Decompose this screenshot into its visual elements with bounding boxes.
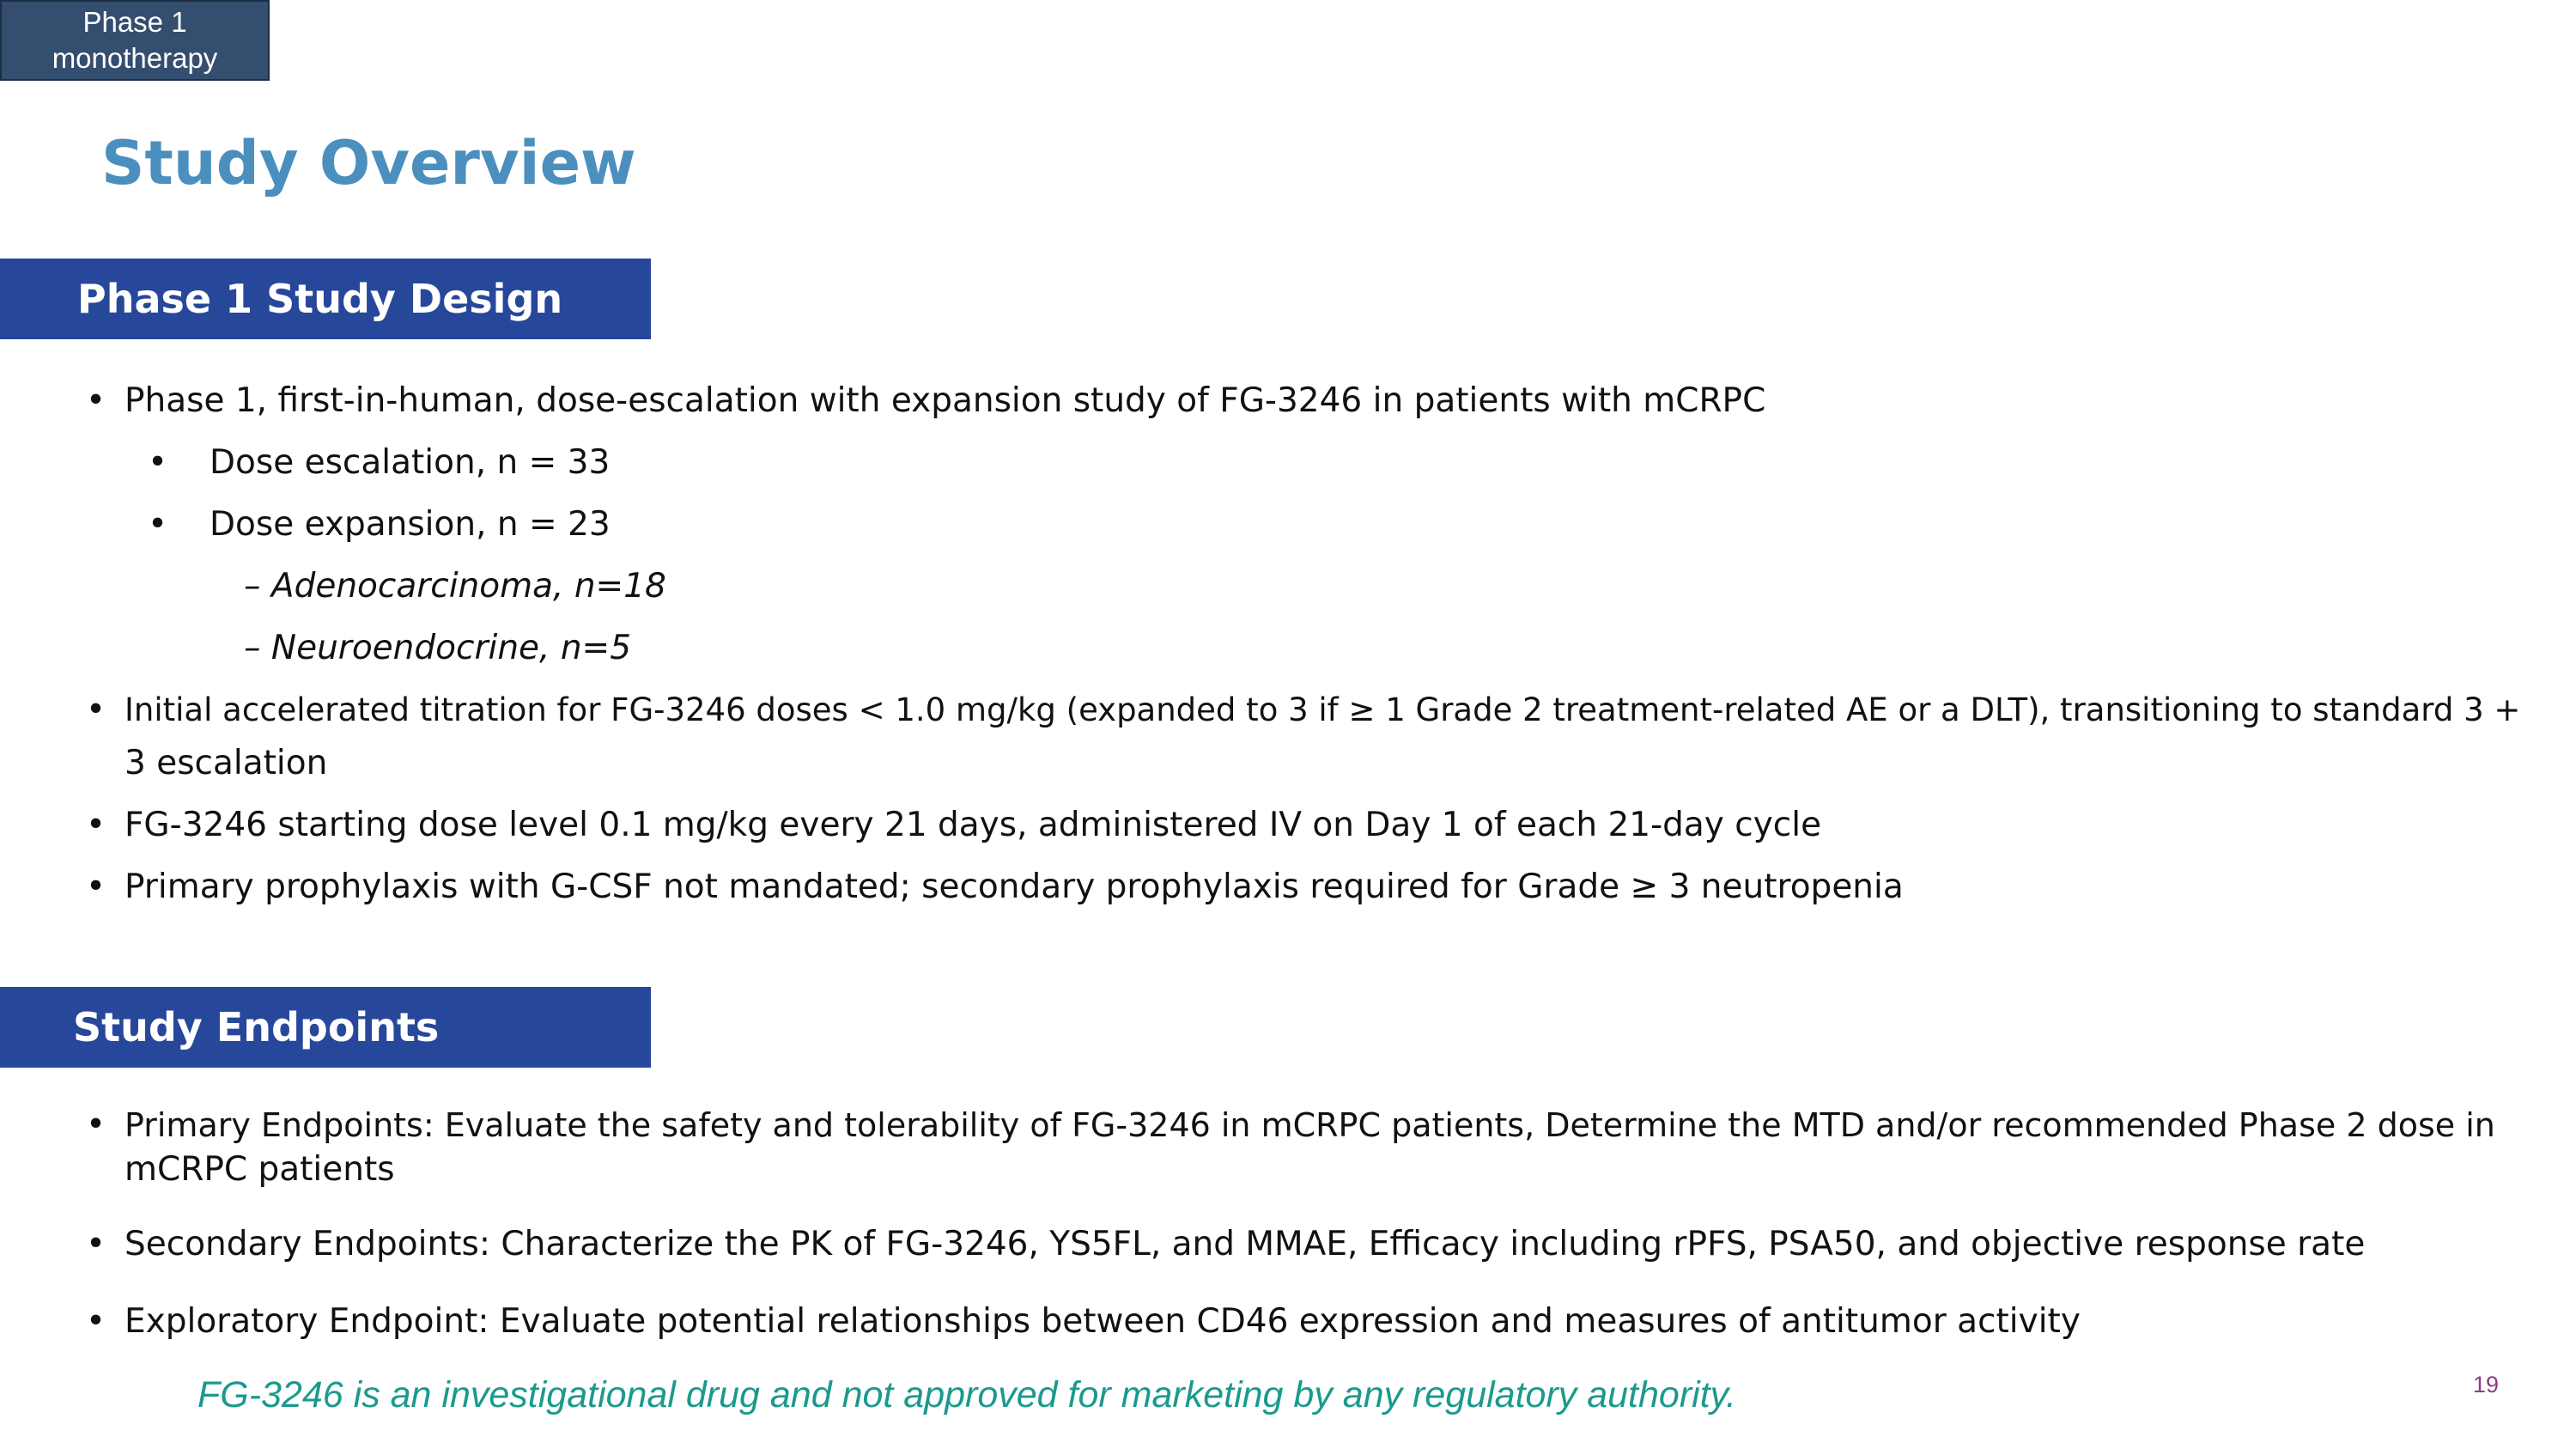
design-subitem-neuroendocrine: – Neuroendocrine, n=5 <box>244 629 632 667</box>
bullet-icon: • <box>86 691 106 729</box>
design-item-3: Dose expansion, n = 23 <box>210 505 611 544</box>
design-item-6: Primary prophylaxis with G-CSF not mandated; secondary prophylaxis required for Grade ≥ 3 neutropenia <box>125 868 1904 906</box>
bullet-icon: • <box>86 806 106 844</box>
phase-tag-line1: Phase 1 <box>82 6 187 38</box>
design-item-1: Phase 1, first-in-human, dose-escalation with expansion study of FG-3246 in patients with mCRPC <box>125 381 1766 420</box>
endpoint-exploratory: Exploratory Endpoint: Evaluate potential relationships between CD46 expression and measures of antitumor activity <box>125 1302 2081 1341</box>
endpoint-primary-cont: mCRPC patients <box>125 1150 395 1189</box>
design-item-2: Dose escalation, n = 33 <box>210 443 611 482</box>
endpoint-secondary: Secondary Endpoints: Characterize the PK of FG-3246, YS5FL, and MMAE, Efficacy including rPFS, PSA50, and objective response rate <box>125 1225 2366 1263</box>
disclaimer-footnote: FG-3246 is an investigational drug and not approved for marketing by any regulatory authority. <box>197 1374 1736 1416</box>
phase-tag-line2: monotherapy <box>52 42 218 74</box>
study-endpoints-heading: Study Endpoints <box>0 987 651 1068</box>
phase-tag <box>0 0 270 81</box>
endpoint-primary: Primary Endpoints: Evaluate the safety and tolerability of FG-3246 in mCRPC patients, Determine the MTD and/or recommended Phase 2 dose in <box>125 1106 2495 1144</box>
bullet-icon: • <box>148 443 168 482</box>
design-subitem-adenocarcinoma: – Adenocarcinoma, n=18 <box>244 567 666 606</box>
bullet-icon: • <box>86 1225 106 1263</box>
bullet-icon: • <box>86 868 106 906</box>
bullet-icon: • <box>86 1302 106 1341</box>
design-item-4-cont: 3 escalation <box>125 744 328 782</box>
page-number: 19 <box>2473 1372 2500 1397</box>
bullet-icon: • <box>86 381 106 420</box>
design-item-5: FG-3246 starting dose level 0.1 mg/kg every 21 days, administered IV on Day 1 of each 21-day cycle <box>125 806 1822 844</box>
study-design-heading: Phase 1 Study Design <box>0 259 651 339</box>
design-item-4: Initial accelerated titration for FG-3246 doses < 1.0 mg/kg (expanded to 3 if ≥ 1 Grade 2 treatment-related AE or a DLT), transitioning to standard 3 + <box>125 691 2521 728</box>
page-title: Study Overview <box>101 128 636 198</box>
bullet-icon: • <box>86 1105 106 1144</box>
bullet-icon: • <box>148 505 168 544</box>
